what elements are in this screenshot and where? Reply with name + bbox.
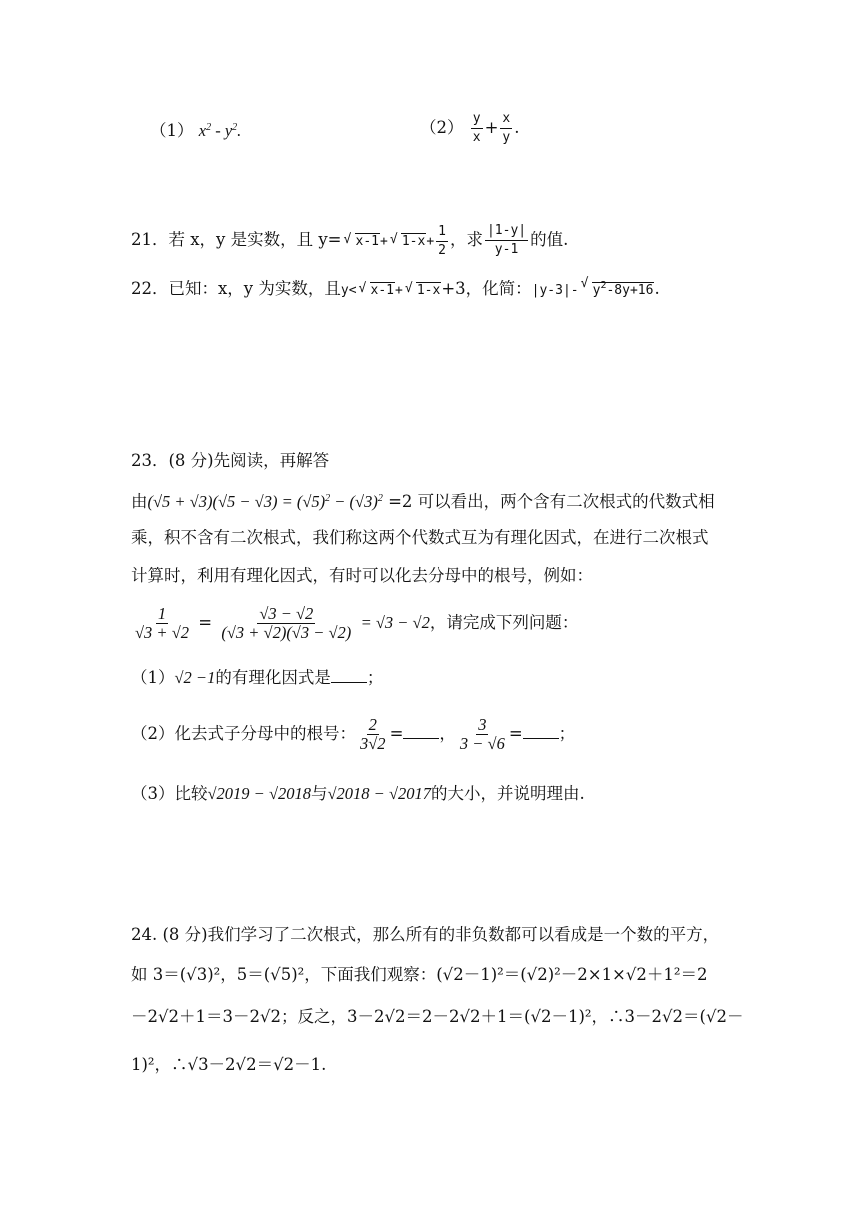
q23-para2: 乘，积不含有二次根式，我们称这两个代数式互为有理化因式，在进行二次根式 xyxy=(131,528,709,547)
q22-number: 22． xyxy=(131,279,169,298)
q20-part1-label: （1） xyxy=(150,121,194,140)
q23-part1-blank xyxy=(331,668,367,683)
q24-line1: 24. (8 分)我们学习了二次根式，那么所有的非负数都可以看成是一个数的平方， xyxy=(131,925,720,944)
q23-para3: 计算时，利用有理化因式，有时可以化去分母中的根号，例如： xyxy=(131,566,593,585)
q21-text-b: ，求 xyxy=(449,230,483,249)
q23-part3-mid: 与 xyxy=(311,784,328,803)
q21-number: 21． xyxy=(131,230,169,249)
q23-part3 xyxy=(131,783,585,805)
q23-example-result: = √3 − √2 xyxy=(360,613,430,632)
q22-expression: |y-3|-√ $y^2-8y+16$ xyxy=(532,283,655,298)
q23-part3-expr-1: √2019 − √2018 xyxy=(207,784,311,803)
q23-part1-label: （1） xyxy=(131,668,175,687)
q23-part2-blank-1 xyxy=(403,724,439,739)
q23-example-tail: ，请完成下列问题： xyxy=(429,613,579,632)
q20-part1 xyxy=(150,117,241,142)
q23-example-frac-1: $\frac{1}{√3 + √2}$ xyxy=(135,604,189,642)
q22-text-b: +3，化简： xyxy=(441,279,532,298)
q22-inequality: y<√ x-1+√ 1-x xyxy=(341,283,441,298)
q22 xyxy=(131,275,660,302)
q23-part1-expr: √2 −1 xyxy=(174,668,216,687)
q23-para1 xyxy=(131,488,715,513)
q23-part1: （1）√2 −1的有理化因式是 ； xyxy=(131,668,384,687)
q23-part2-frac-2: $\frac{3}{3 - √6}$ xyxy=(459,715,505,753)
q22-text-c: . xyxy=(654,279,660,298)
q24-line2: 如 3＝(√3)²，5＝(√5)²，下面我们观察：(√2－1)²＝(√2)²－2×1×√2＋1²＝2 xyxy=(131,965,708,984)
q23-part3-expr-2: √2018 − √2017 xyxy=(327,784,431,803)
q20-part1-expression: $x^2 - y^2$. xyxy=(198,121,242,140)
q23-part2-blank-2 xyxy=(523,724,559,739)
q23-example-frac-2: $\frac{√3 - √2}{(√3 + √2)(√3 - √2)}$ xyxy=(221,604,352,642)
q23-part1-text: 的有理化因式是 xyxy=(215,668,331,687)
q21-text-a: 若 x，y 是实数，且 y= xyxy=(168,230,342,249)
q23-part2-label: （2）化去式子分母中的根号： xyxy=(131,724,356,743)
q21-text-c: 的值. xyxy=(530,230,569,249)
q23-part2-frac-1: $\frac{2}{3√2}$ xyxy=(360,715,386,753)
q23-example: $\frac{1}{√3 + √2}$ = $\frac{√3 - √2}{(√3 + √2)(√3 - √2)}$ = √3 − √2，请完成下列问题： xyxy=(135,604,579,642)
q21 xyxy=(131,222,568,260)
q23-header: 23．(8 分)先阅读，再解答 xyxy=(131,451,330,470)
q20-part2: （2） $\frac{y}{x}$ + $\frac{x}{y}$ . xyxy=(420,111,520,145)
q22-text-a: 已知：x，y 为实数，且 xyxy=(168,279,341,298)
q21-target-frac: $\frac{|1-y|}{y-1}$ xyxy=(486,223,527,257)
q20-part2-frac-2: $\frac{x}{y}$ xyxy=(502,111,511,145)
q23-part3-text: 的大小，并说明理由. xyxy=(431,784,585,803)
q23-para1-tail: 可以看出，两个含有二次根式的代数式相 xyxy=(417,492,715,511)
q23-part3-label: （3）比较 xyxy=(131,784,208,803)
q20-part2-label: （2） xyxy=(420,118,464,137)
q21-expression: √ x-1+√ 1-x+ $\frac{1}{2}$ xyxy=(342,234,450,249)
q23-intro-formula: 由$(√5 + √3)(√5 - √3) = (√5)^2 - (√3)^2 =2$ xyxy=(131,492,418,511)
q24-line3: －2√2＋1＝3－2√2；反之，3－2√2＝2－2√2＋1＝(√2－1)²，∴3－2√2＝(√2－ xyxy=(131,1007,744,1026)
q24-line4: 1)²，∴√3－2√2＝√2－1. xyxy=(131,1055,327,1074)
q23-part2: （2）化去式子分母中的根号： $\frac{2}{3√2}$ = ， $\frac{3}{3 - √6}$ = ； xyxy=(131,715,576,753)
q20-part2-frac-1: $\frac{y}{x}$ xyxy=(472,111,481,145)
